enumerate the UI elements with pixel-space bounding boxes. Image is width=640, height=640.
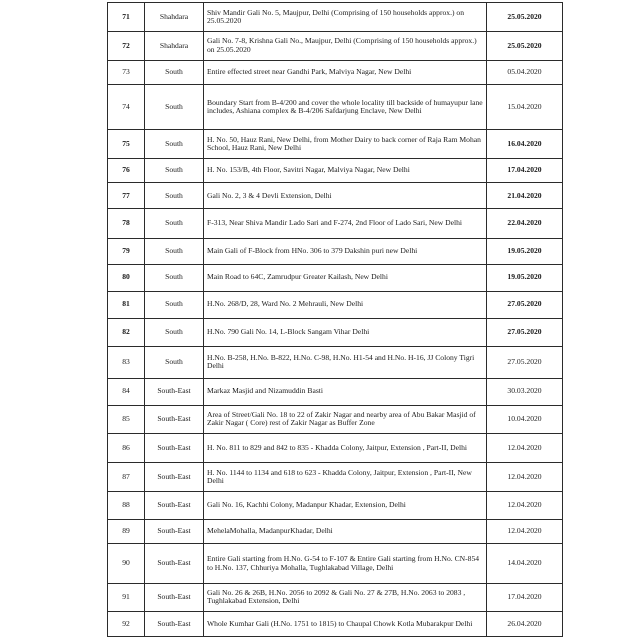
district-cell: South (145, 60, 204, 85)
district-cell: South (145, 158, 204, 183)
date-cell: 05.04.2020 (487, 60, 563, 85)
area-cell: Boundary Start from B-4/200 and cover the whole locality till backside of humayupur lane includes, Ashiana complex & B-4/206 Safdarjung Enclave, New Delhi (204, 85, 487, 130)
table-row (108, 158, 563, 183)
district-cell: South-East (145, 405, 204, 433)
district-cell: South-East (145, 519, 204, 544)
serial-number-cell: 88 (108, 492, 145, 519)
date-cell: 27.05.2020 (487, 318, 563, 346)
table-row (108, 318, 563, 346)
serial-number-cell: 86 (108, 433, 145, 462)
serial-number-cell: 85 (108, 405, 145, 433)
table-row (108, 32, 563, 60)
date-cell: 12.04.2020 (487, 433, 563, 462)
table-row (108, 544, 563, 583)
table-body (108, 3, 563, 637)
area-cell: H.No. 268/D, 28, Ward No. 2 Mehrauli, New Delhi (204, 291, 487, 318)
date-cell: 16.04.2020 (487, 130, 563, 158)
serial-number-cell: 78 (108, 209, 145, 238)
date-cell: 21.04.2020 (487, 183, 563, 209)
district-cell: South (145, 264, 204, 291)
area-cell: H. No. 1144 to 1134 and 618 to 623 - Khadda Colony, Jaitpur, Extension , Part-II, New Delhi (204, 463, 487, 492)
serial-number-cell: 76 (108, 158, 145, 183)
district-cell: South-East (145, 433, 204, 462)
serial-number-cell: 72 (108, 32, 145, 60)
serial-number-cell: 92 (108, 611, 145, 636)
table-row (108, 264, 563, 291)
table-row (108, 433, 563, 462)
area-cell: Entire effected street near Gandhi Park, Malviya Nagar, New Delhi (204, 60, 487, 85)
district-cell: South-East (145, 544, 204, 583)
district-cell: South-East (145, 492, 204, 519)
serial-number-cell: 71 (108, 3, 145, 32)
serial-number-cell: 89 (108, 519, 145, 544)
serial-number-cell: 75 (108, 130, 145, 158)
serial-number-cell: 77 (108, 183, 145, 209)
date-cell: 27.05.2020 (487, 291, 563, 318)
area-cell: H. No. 153/B, 4th Floor, Savitri Nagar, Malviya Nagar, New Delhi (204, 158, 487, 183)
date-cell: 17.04.2020 (487, 158, 563, 183)
district-cell: Shahdara (145, 3, 204, 32)
serial-number-cell: 80 (108, 264, 145, 291)
table-row (108, 611, 563, 636)
table-row (108, 583, 563, 611)
table-row (108, 492, 563, 519)
district-cell: South (145, 346, 204, 378)
table-row (108, 378, 563, 405)
serial-number-cell: 81 (108, 291, 145, 318)
table-row (108, 3, 563, 32)
table-row (108, 183, 563, 209)
area-cell: H.No. B-258, H.No. B-822, H.No. C-98, H.No. H1-54 and H.No. H-16, JJ Colony Tigri Delhi (204, 346, 487, 378)
area-cell: Gali No. 2, 3 & 4 Devli Extension, Delhi (204, 183, 487, 209)
district-cell: South (145, 291, 204, 318)
date-cell: 15.04.2020 (487, 85, 563, 130)
area-cell: Main Gali of F-Block from HNo. 306 to 379 Dakshin puri new Delhi (204, 238, 487, 264)
area-cell: F-313, Near Shiva Mandir Lado Sari and F-274, 2nd Floor of Lado Sari, New Delhi (204, 209, 487, 238)
area-cell: Area of Street/Gali No. 18 to 22 of Zakir Nagar and nearby area of Abu Bakar Masjid of Zakir Nagar ( Core) rest of Zakir Nagar as Buffer Zone (204, 405, 487, 433)
date-cell: 26.04.2020 (487, 611, 563, 636)
table-row (108, 238, 563, 264)
area-cell: H. No. 811 to 829 and 842 to 835 - Khadda Colony, Jaitpur, Extension , Part-II, Delhi (204, 433, 487, 462)
date-cell: 19.05.2020 (487, 264, 563, 291)
date-cell: 19.05.2020 (487, 238, 563, 264)
table-row (108, 346, 563, 378)
area-cell: H.No. 790 Gali No. 14, L-Block Sangam Vihar Delhi (204, 318, 487, 346)
district-cell: South-East (145, 463, 204, 492)
area-cell: Main Road to 64C, Zamrudpur Greater Kailash, New Delhi (204, 264, 487, 291)
district-cell: South (145, 183, 204, 209)
district-cell: South (145, 209, 204, 238)
area-cell: Gali No. 26 & 26B, H.No. 2056 to 2092 & Gali No. 27 & 27B, H.No. 2063 to 2083 , Tughlakabad Extension, Delhi (204, 583, 487, 611)
serial-number-cell: 74 (108, 85, 145, 130)
district-cell: South (145, 318, 204, 346)
area-cell: Shiv Mandir Gali No. 5, Maujpur, Delhi (Comprising of 150 households approx.) on 25.05.2020 (204, 3, 487, 32)
district-cell: South-East (145, 583, 204, 611)
table-row (108, 291, 563, 318)
date-cell: 10.04.2020 (487, 405, 563, 433)
date-cell: 25.05.2020 (487, 3, 563, 32)
serial-number-cell: 79 (108, 238, 145, 264)
area-cell: Whole Kumhar Gali (H.No. 1751 to 1815) to Chaupal Chowk Kotla Mubarakpur Delhi (204, 611, 487, 636)
date-cell: 14.04.2020 (487, 544, 563, 583)
date-cell: 25.05.2020 (487, 32, 563, 60)
area-cell: H. No. 50, Hauz Rani, New Delhi, from Mother Dairy to back corner of Raja Ram Mohan School, Hauz Rani, New Delhi (204, 130, 487, 158)
table-row (108, 463, 563, 492)
date-cell: 12.04.2020 (487, 463, 563, 492)
district-cell: South (145, 238, 204, 264)
area-cell: Gali No. 16, Kachhi Colony, Madanpur Khadar, Extension, Delhi (204, 492, 487, 519)
area-cell: Markaz Masjid and Nizamuddin Basti (204, 378, 487, 405)
date-cell: 22.04.2020 (487, 209, 563, 238)
serial-number-cell: 82 (108, 318, 145, 346)
containment-zones-table (107, 2, 563, 637)
district-cell: South (145, 85, 204, 130)
serial-number-cell: 90 (108, 544, 145, 583)
table-row (108, 60, 563, 85)
table-row (108, 130, 563, 158)
date-cell: 27.05.2020 (487, 346, 563, 378)
serial-number-cell: 87 (108, 463, 145, 492)
serial-number-cell: 83 (108, 346, 145, 378)
serial-number-cell: 84 (108, 378, 145, 405)
area-cell: Entire Gali starting from H.No. G-54 to F-107 & Entire Gali starting from H.No. CN-854 to H.No. 137, Chhuriya Mohalla, Tughlakabad Village, Delhi (204, 544, 487, 583)
table-row (108, 405, 563, 433)
table-row (108, 519, 563, 544)
district-cell: South (145, 130, 204, 158)
area-cell: MehelaMohalla, MadanpurKhadar, Delhi (204, 519, 487, 544)
table-row (108, 209, 563, 238)
date-cell: 12.04.2020 (487, 519, 563, 544)
table-row (108, 85, 563, 130)
serial-number-cell: 73 (108, 60, 145, 85)
date-cell: 12.04.2020 (487, 492, 563, 519)
district-cell: Shahdara (145, 32, 204, 60)
district-cell: South-East (145, 611, 204, 636)
serial-number-cell: 91 (108, 583, 145, 611)
date-cell: 30.03.2020 (487, 378, 563, 405)
date-cell: 17.04.2020 (487, 583, 563, 611)
district-cell: South-East (145, 378, 204, 405)
area-cell: Gali No. 7-8, Krishna Gali No., Maujpur, Delhi (Comprising of 150 households approx.) on 25.05.2020 (204, 32, 487, 60)
